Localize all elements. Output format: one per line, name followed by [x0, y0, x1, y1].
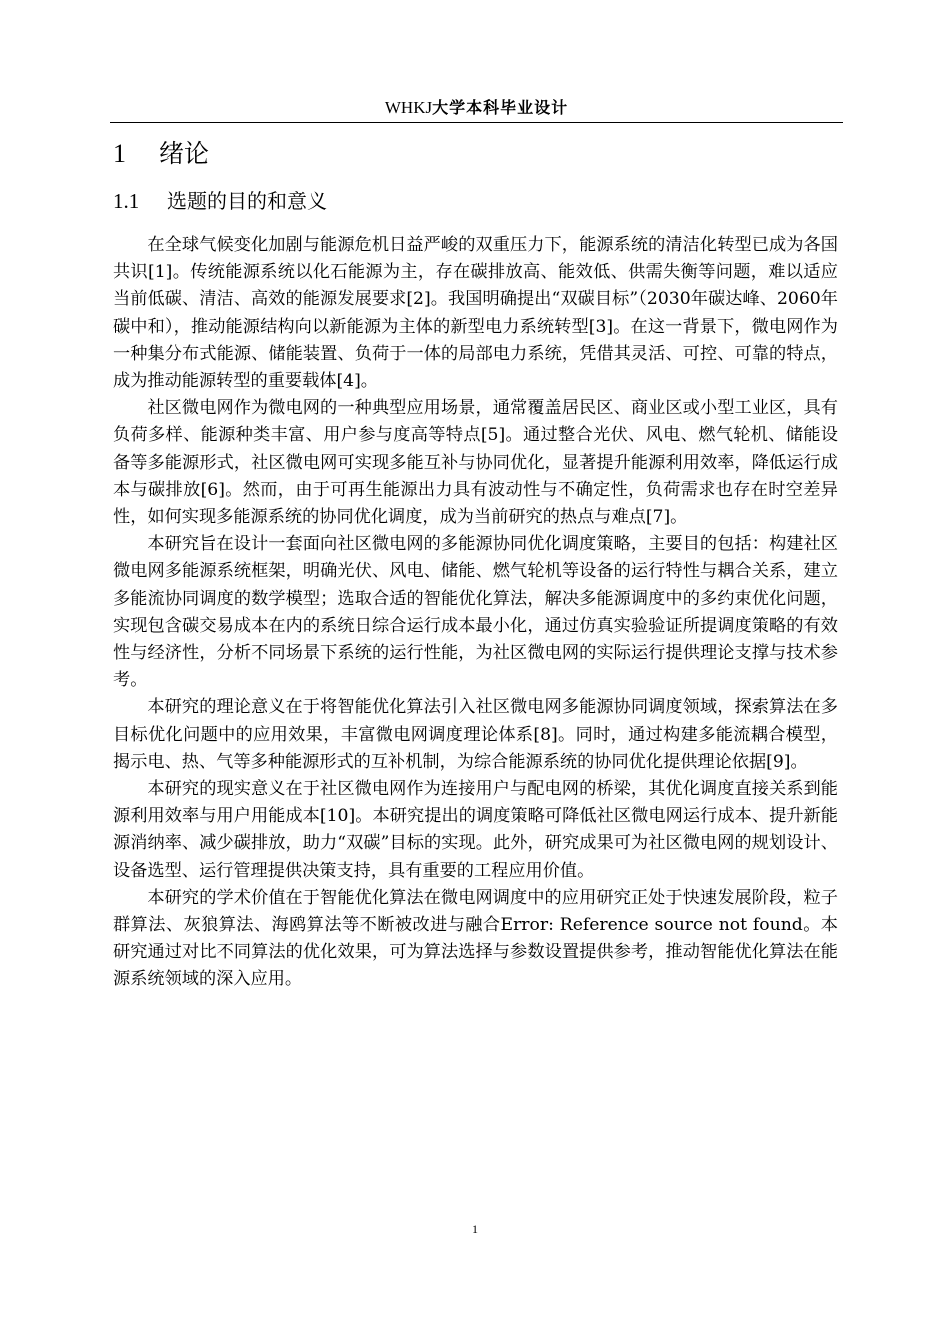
section-number: 1.1: [113, 189, 140, 213]
page-number: 1: [472, 1222, 478, 1236]
body-text: [113, 232, 838, 994]
chapter-heading: [113, 137, 209, 171]
chapter-number: 1: [113, 139, 126, 168]
chapter-title: 绪论: [159, 139, 210, 168]
section-heading: [113, 186, 327, 216]
paragraph: 在全球气候变化加剧与能源危机日益严峻的双重压力下，能源系统的清洁化转型已成为各国共识[1]。传统能源系统以化石能源为主，存在碳排放高、能效低、供需失衡等问题，难以适应当前低碳、清洁、高效的能源发展要求[2]。我国明确提出“双碳目标”（2030年碳达峰、2060年碳中和），推动能源结构向以新能源为主体的新型电力系统转型[3]。在这一背景下，微电网作为一种集分布式能源、储能装置、负荷于一体的局部电力系统，凭借其灵活、可控、可靠的特点，成为推动能源转型的重要载体[4]。: [113, 235, 838, 392]
paragraph: 本研究的学术价值在于智能优化算法在微电网调度中的应用研究正处于快速发展阶段，粒子群算法、灰狼算法、海鸥算法等不断被改进与融合Error: Reference source not found。本研究通过对比不同算法的优化效果，可为算法选择与参数设置提供参考，推动智能优化算法在能源系统领域的深入应用。: [113, 887, 838, 990]
paragraph: 本研究的理论意义在于将智能优化算法引入社区微电网多能源协同调度领域，探索算法在多目标优化问题中的应用效果，丰富微电网调度理论体系[8]。同时，通过构建多能流耦合模型，揭示电、热、气等多种能源形式的互补机制，为综合能源系统的协同优化提供理论依据[9]。: [113, 697, 838, 772]
paragraph: 本研究旨在设计一套面向社区微电网的多能源协同优化调度策略，主要目的包括：构建社区微电网多能源系统框架，明确光伏、风电、储能、燃气轮机等设备的运行特性与耦合关系，建立多能流协同调度的数学模型；选取合适的智能优化算法，解决多能源调度中的多约束优化问题，实现包含碳交易成本在内的系统日综合运行成本最小化，通过仿真实验验证所提调度策略的有效性与经济性，分析不同场景下系统的运行性能，为社区微电网的实际运行提供理论支撑与技术参考。: [113, 534, 838, 691]
section-title: 选题的目的和意义: [167, 189, 327, 213]
paragraph: 本研究的现实意义在于社区微电网作为连接用户与配电网的桥梁，其优化调度直接关系到能源利用效率与用户用能成本[10]。本研究提出的调度策略可降低社区微电网运行成本、提升新能源消纳率、减少碳排放，助力“双碳”目标的实现。此外，研究成果可为社区微电网的规划设计、设备选型、运行管理提供决策支持，具有重要的工程应用价值。: [113, 779, 838, 881]
paragraph: 社区微电网作为微电网的一种典型应用场景，通常覆盖居民区、商业区或小型工业区，具有负荷多样、能源种类丰富、用户参与度高等特点[5]。通过整合光伏、风电、燃气轮机、储能设备等多能源形式，社区微电网可实现多能互补与协同优化，显著提升能源利用效率，降低运行成本与碳排放[6]。然而，由于可再生能源出力具有波动性与不确定性，负荷需求也存在时空差异性，如何实现多能源系统的协同优化调度，成为当前研究的热点与难点[7]。: [113, 398, 838, 528]
header-school-code: WHKJ: [384, 98, 433, 117]
header-rule: [110, 122, 843, 123]
header-title: 大学本科毕业设计: [432, 98, 569, 117]
page-header: [110, 96, 843, 120]
